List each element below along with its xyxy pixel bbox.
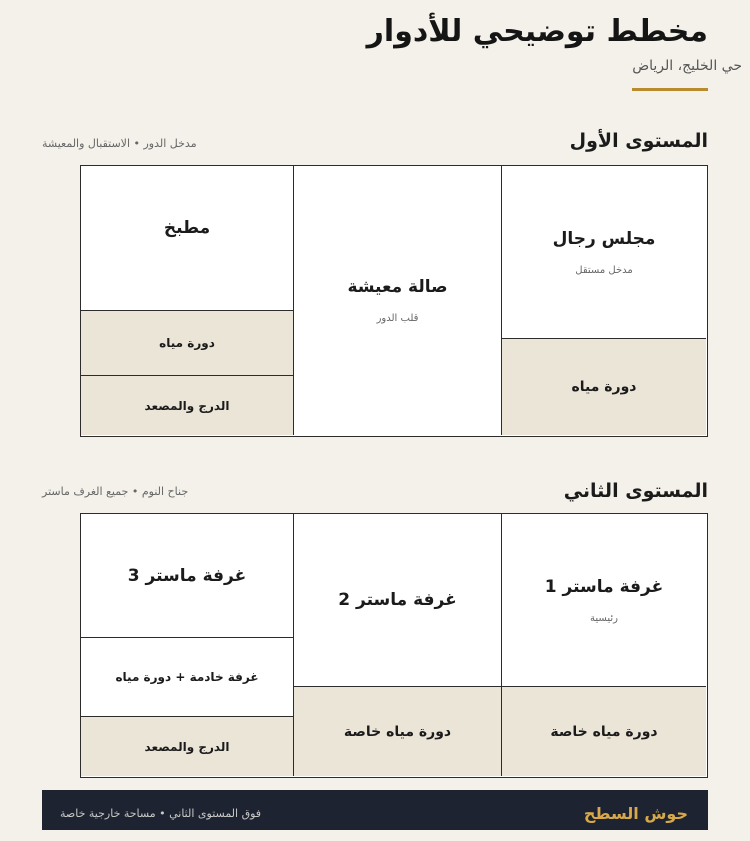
room-master2 [293,514,501,686]
room-bath1 [501,686,706,776]
room-majlis [501,166,706,338]
room-bath-right [501,338,706,435]
level1-title: المستوى الأول [569,130,708,152]
room-living [293,166,501,435]
room-majlis-label: مجلس رجال [552,228,656,249]
room-stairs-l2 [81,716,293,776]
page-title: مخطط توضيحي للأدوار [366,14,708,49]
roof-title: حوش السطح [583,804,688,823]
room-bath2-label: دورة مياه خاصة [343,723,452,740]
room-maid [81,637,293,716]
room-bath1-label: دورة مياه خاصة [550,723,658,740]
room-kitchen-label: مطبخ [163,218,211,238]
room-living-sub: قلب الدور [376,313,419,324]
room-stairs-l1-label: الدرج والمصعد [144,398,230,413]
level2-plan [80,513,708,778]
location-subtitle: حي الخليج، الرياض [632,58,742,74]
room-master3-label: غرفة ماستر 3 [127,565,247,586]
title-underline [632,88,708,91]
room-living-label: صالة معيشة [347,277,448,297]
room-bath-left [81,310,293,375]
room-bath2 [293,686,501,776]
room-master3 [81,514,293,637]
room-master1-sub: رئيسية [590,612,618,624]
room-master1 [501,514,706,686]
level1-plan [80,165,708,437]
roof-banner [42,790,708,830]
room-majlis-sub: مدخل مستقل [575,264,633,276]
room-stairs-l1 [81,375,293,435]
room-master2-label: غرفة ماستر 2 [338,590,457,610]
room-kitchen [81,166,293,310]
room-bath-left-label: دورة مياه [159,336,215,350]
level1-note: مدخل الدور • الاستقبال والمعيشة [42,137,197,150]
room-master1-label: غرفة ماستر 1 [544,576,664,597]
level2-title: المستوى الثاني [563,480,708,502]
room-stairs-l2-label: الدرج والمصعد [144,739,230,754]
level2-note: جناح النوم • جميع الغرف ماستر [42,485,189,498]
room-maid-label: غرفة خادمة + دورة مياه [115,670,259,684]
room-bath-right-label: دورة مياه [571,379,637,395]
roof-note: فوق المستوى الثاني • مساحة خارجية خاصة [60,807,262,820]
